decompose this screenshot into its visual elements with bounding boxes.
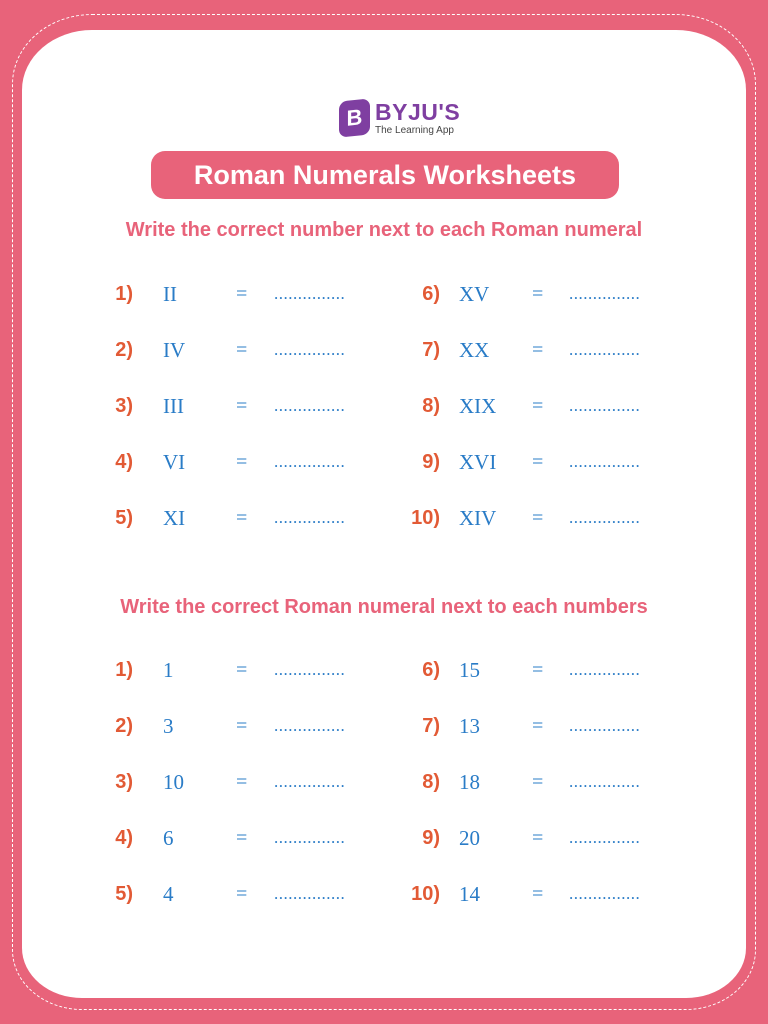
question-value: 6 <box>163 826 174 850</box>
question-number: 6) <box>422 283 440 305</box>
brand-name: BYJU'S <box>375 98 461 125</box>
question-value: XIX <box>459 394 497 418</box>
answer-blank[interactable]: ............... <box>274 284 346 303</box>
question-number: 3) <box>115 771 133 793</box>
answer-blank[interactable]: ............... <box>569 828 641 847</box>
section2-instruction: Write the correct Roman numeral next to each numbers <box>120 596 648 618</box>
question-value: 14 <box>459 882 480 906</box>
question-value: 10 <box>163 770 184 794</box>
question-number: 4) <box>115 451 133 473</box>
question-number: 6) <box>422 659 440 681</box>
question-number: 5) <box>115 883 133 905</box>
equals-sign: = <box>236 827 248 849</box>
question-number: 8) <box>422 395 440 417</box>
answer-blank[interactable]: ............... <box>569 772 641 791</box>
equals-sign: = <box>532 771 544 793</box>
question-value: XX <box>459 338 490 362</box>
answer-blank[interactable]: ............... <box>274 396 346 415</box>
equals-sign: = <box>532 659 544 681</box>
answer-blank[interactable]: ............... <box>569 660 641 679</box>
answer-blank[interactable]: ............... <box>569 284 641 303</box>
equals-sign: = <box>532 715 544 737</box>
equals-sign: = <box>236 659 248 681</box>
answer-blank[interactable]: ............... <box>569 716 641 735</box>
question-value: XI <box>163 506 186 530</box>
question-row <box>0 279 768 309</box>
question-value: 18 <box>459 770 480 794</box>
question-number: 10) <box>411 507 440 529</box>
answer-blank[interactable]: ............... <box>274 716 346 735</box>
question-value: 13 <box>459 714 480 738</box>
byjus-logo <box>339 98 460 138</box>
answer-blank[interactable]: ............... <box>569 884 641 903</box>
equals-sign: = <box>532 507 544 529</box>
equals-sign: = <box>236 883 248 905</box>
equals-sign: = <box>236 283 248 305</box>
brand-tagline: The Learning App <box>375 124 454 136</box>
equals-sign: = <box>236 507 248 529</box>
equals-sign: = <box>532 827 544 849</box>
question-number: 4) <box>115 827 133 849</box>
question-number: 10) <box>411 883 440 905</box>
question-row <box>0 823 768 853</box>
question-value: 1 <box>163 658 174 682</box>
question-value: III <box>163 394 184 418</box>
page-title: Roman Numerals Worksheets <box>151 151 619 199</box>
question-row <box>0 879 768 909</box>
equals-sign: = <box>236 451 248 473</box>
question-value: 4 <box>163 882 174 906</box>
question-row <box>0 711 768 741</box>
equals-sign: = <box>532 339 544 361</box>
question-row <box>0 767 768 797</box>
question-number: 9) <box>422 451 440 473</box>
question-value: IV <box>163 338 186 362</box>
question-row <box>0 447 768 477</box>
question-value: 20 <box>459 826 480 850</box>
answer-blank[interactable]: ............... <box>274 340 346 359</box>
question-row <box>0 335 768 365</box>
answer-blank[interactable]: ............... <box>274 884 346 903</box>
answer-blank[interactable]: ............... <box>274 660 346 679</box>
question-value: 3 <box>163 714 174 738</box>
question-number: 2) <box>115 715 133 737</box>
question-row <box>0 391 768 421</box>
equals-sign: = <box>532 883 544 905</box>
equals-sign: = <box>236 715 248 737</box>
equals-sign: = <box>236 395 248 417</box>
question-value: II <box>163 282 177 306</box>
question-value: 15 <box>459 658 480 682</box>
byjus-logo-icon: B <box>339 98 370 137</box>
equals-sign: = <box>532 395 544 417</box>
answer-blank[interactable]: ............... <box>569 396 641 415</box>
equals-sign: = <box>236 771 248 793</box>
section1-instruction: Write the correct number next to each Roman numeral <box>125 219 643 241</box>
question-row <box>0 503 768 533</box>
answer-blank[interactable]: ............... <box>569 452 641 471</box>
answer-blank[interactable]: ............... <box>274 772 346 791</box>
answer-blank[interactable]: ............... <box>274 508 346 527</box>
question-number: 7) <box>422 715 440 737</box>
answer-blank[interactable]: ............... <box>274 452 346 471</box>
question-number: 8) <box>422 771 440 793</box>
question-number: 9) <box>422 827 440 849</box>
question-number: 5) <box>115 507 133 529</box>
answer-blank[interactable]: ............... <box>274 828 346 847</box>
question-value: VI <box>163 450 186 474</box>
answer-blank[interactable]: ............... <box>569 340 641 359</box>
question-number: 1) <box>115 659 133 681</box>
question-number: 2) <box>115 339 133 361</box>
question-row <box>0 655 768 685</box>
question-value: XIV <box>459 506 497 530</box>
question-value: XV <box>459 282 490 306</box>
question-number: 3) <box>115 395 133 417</box>
answer-blank[interactable]: ............... <box>569 508 641 527</box>
equals-sign: = <box>236 339 248 361</box>
equals-sign: = <box>532 451 544 473</box>
question-number: 1) <box>115 283 133 305</box>
question-value: XVI <box>459 450 497 474</box>
equals-sign: = <box>532 283 544 305</box>
question-number: 7) <box>422 339 440 361</box>
